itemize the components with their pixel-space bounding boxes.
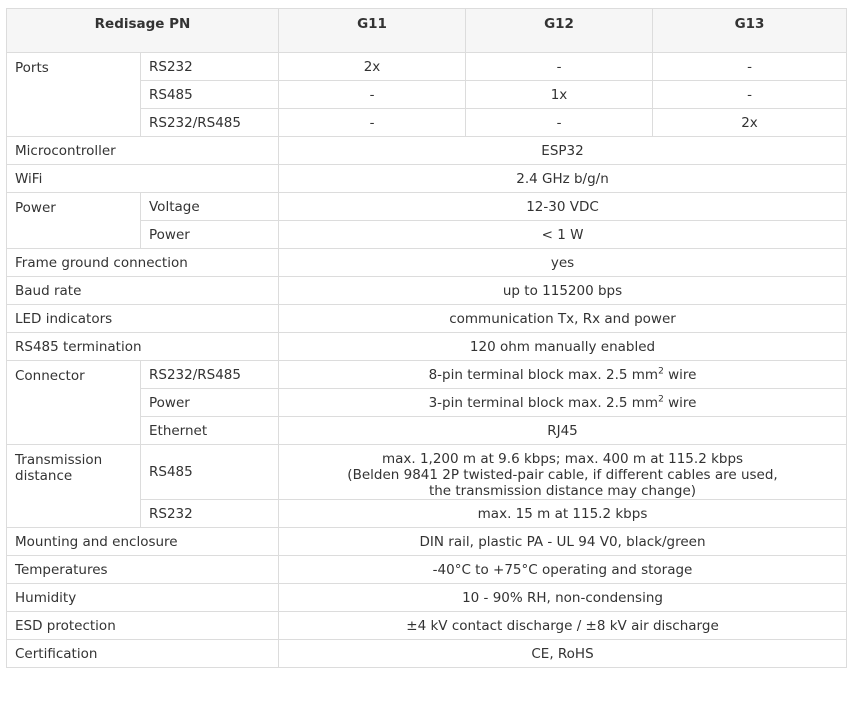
row-label-ports: Ports <box>7 53 141 137</box>
row-label-transmission <box>7 445 141 528</box>
sub-label: RS485 <box>141 445 279 500</box>
label-line: Transmission <box>15 452 103 468</box>
table-row <box>7 193 847 221</box>
value-suffix: wire <box>663 366 697 383</box>
cell-value <box>279 361 847 389</box>
row-label-baud-rate: Baud rate <box>7 277 279 305</box>
table-row <box>7 165 847 193</box>
row-label-termination: RS485 termination <box>7 333 279 361</box>
cell-value: - <box>466 109 653 137</box>
header-g12: G12 <box>466 9 653 53</box>
sub-label: Ethernet <box>141 417 279 445</box>
row-label-frame-ground: Frame ground connection <box>7 249 279 277</box>
sub-label: RS232 <box>141 53 279 81</box>
cell-value: max. 15 m at 115.2 kbps <box>279 500 847 528</box>
sub-label: RS232/RS485 <box>141 361 279 389</box>
cell-value: 12-30 VDC <box>279 193 847 221</box>
value-text: 8-pin terminal block max. 2.5 mm <box>428 366 659 383</box>
table-row <box>7 528 847 556</box>
spec-table <box>6 8 847 668</box>
value-suffix: wire <box>663 394 697 411</box>
cell-value <box>279 445 847 500</box>
table-row <box>7 249 847 277</box>
cell-value: -40°C to +75°C operating and storage <box>279 556 847 584</box>
cell-value: 2.4 GHz b/g/n <box>279 165 847 193</box>
table-row <box>7 556 847 584</box>
cell-value: communication Tx, Rx and power <box>279 305 847 333</box>
cell-value: 10 - 90% RH, non-condensing <box>279 584 847 612</box>
sub-label: Power <box>141 389 279 417</box>
cell-value: < 1 W <box>279 221 847 249</box>
table-row <box>7 584 847 612</box>
value-line: (Belden 9841 2P twisted-pair cable, if different cables are used, <box>347 467 778 483</box>
table-row <box>7 640 847 668</box>
row-label-power: Power <box>7 193 141 249</box>
cell-value: RJ45 <box>279 417 847 445</box>
cell-value: 120 ohm manually enabled <box>279 333 847 361</box>
row-label-connector: Connector <box>7 361 141 445</box>
sub-label: Power <box>141 221 279 249</box>
cell-value: - <box>653 81 847 109</box>
row-label-temperatures: Temperatures <box>7 556 279 584</box>
sub-label: RS485 <box>141 81 279 109</box>
cell-value <box>279 389 847 417</box>
row-label-esd: ESD protection <box>7 612 279 640</box>
value-line: the transmission distance may change) <box>428 483 697 499</box>
cell-value: 2x <box>653 109 847 137</box>
value-text: 3-pin terminal block max. 2.5 mm <box>428 394 659 411</box>
cell-value: - <box>279 81 466 109</box>
row-label-led: LED indicators <box>7 305 279 333</box>
label-line: distance <box>15 468 73 484</box>
cell-value: DIN rail, plastic PA - UL 94 V0, black/green <box>279 528 847 556</box>
cell-value: - <box>653 53 847 81</box>
cell-value: 2x <box>279 53 466 81</box>
table-row <box>7 361 847 389</box>
sub-label: RS232/RS485 <box>141 109 279 137</box>
cell-value: ESP32 <box>279 137 847 165</box>
cell-value: CE, RoHS <box>279 640 847 668</box>
header-row <box>7 9 847 53</box>
superscript: 2 <box>658 394 664 404</box>
cell-value: ±4 kV contact discharge / ±8 kV air discharge <box>279 612 847 640</box>
table-row <box>7 305 847 333</box>
table-row <box>7 333 847 361</box>
value-line: max. 1,200 m at 9.6 kbps; max. 400 m at 115.2 kbps <box>381 451 744 467</box>
table-row <box>7 445 847 500</box>
table-row <box>7 137 847 165</box>
cell-value: up to 115200 bps <box>279 277 847 305</box>
row-label-humidity: Humidity <box>7 584 279 612</box>
cell-value: 1x <box>466 81 653 109</box>
row-label-certification: Certification <box>7 640 279 668</box>
cell-value: - <box>466 53 653 81</box>
table-row <box>7 53 847 81</box>
header-g13: G13 <box>653 9 847 53</box>
cell-value: yes <box>279 249 847 277</box>
table-row <box>7 612 847 640</box>
table-row <box>7 277 847 305</box>
superscript: 2 <box>658 366 664 376</box>
row-label-microcontroller: Microcontroller <box>7 137 279 165</box>
header-product-label: Redisage PN <box>7 9 279 53</box>
header-g11: G11 <box>279 9 466 53</box>
sub-label: Voltage <box>141 193 279 221</box>
cell-value: - <box>279 109 466 137</box>
row-label-wifi: WiFi <box>7 165 279 193</box>
row-label-mounting: Mounting and enclosure <box>7 528 279 556</box>
sub-label: RS232 <box>141 500 279 528</box>
